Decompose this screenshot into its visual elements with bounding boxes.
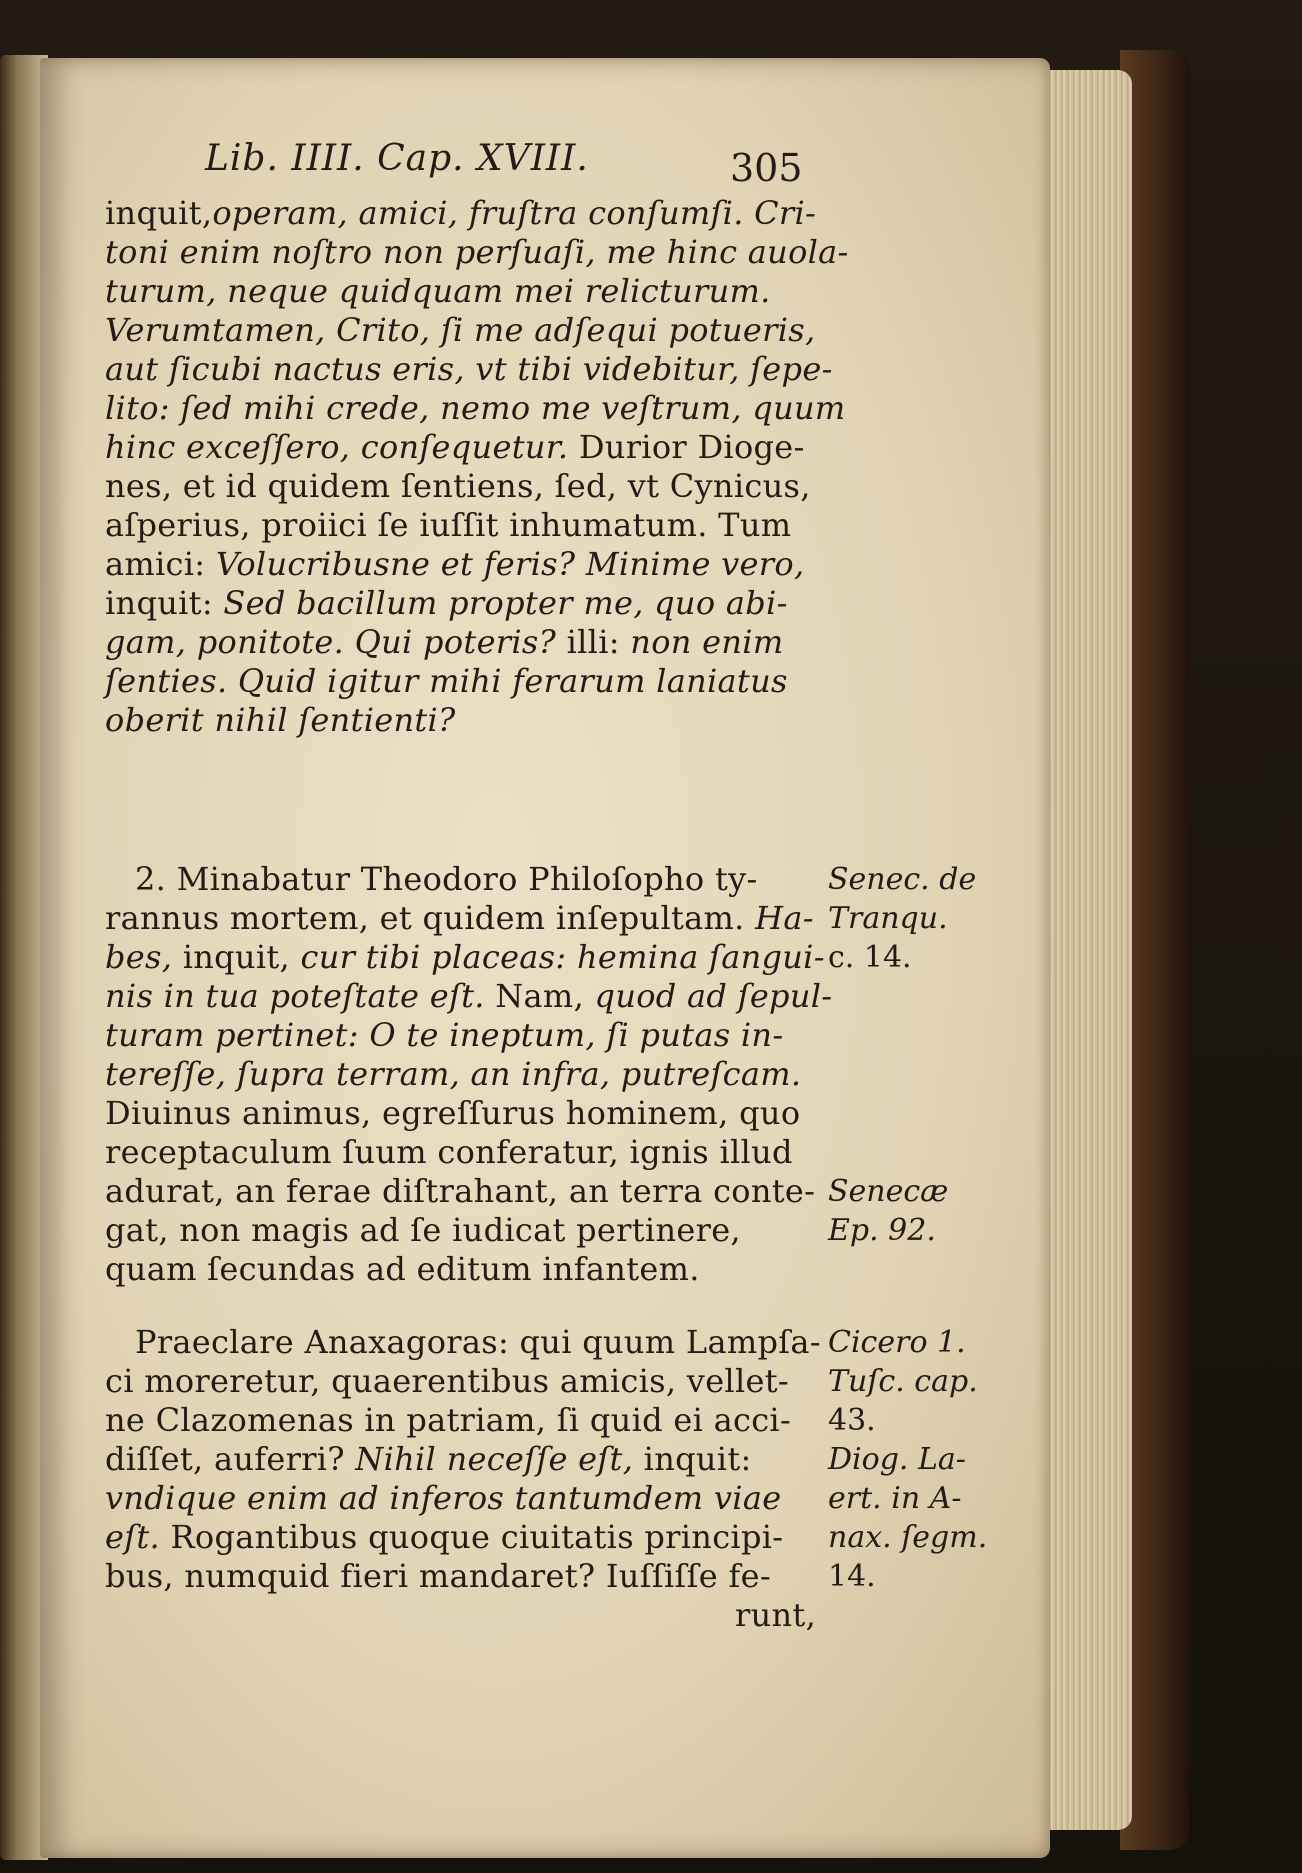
- text-line: inquit,operam, amici, fruſtra conſumſi. Cri-: [105, 194, 817, 232]
- text-line: diſſet, auferri? Nihil neceſſe eſt, inquit:: [105, 1440, 752, 1478]
- text-line: turam pertinet: O te ineptum, ſi putas in-: [105, 1016, 784, 1054]
- margin-note-line: ert. in A-: [828, 1481, 962, 1516]
- text-line: amici: Volucribusne et feris? Minime vero,: [105, 545, 805, 583]
- margin-note-line: Diog. La-: [828, 1442, 966, 1477]
- text-line: gat, non magis ad ſe iudicat pertinere,: [105, 1211, 741, 1249]
- text-line: ci moreretur, quaerentibus amicis, vellet-: [105, 1362, 790, 1400]
- text-line: toni enim noſtro non perſuaſi, me hinc auola-: [105, 233, 849, 271]
- margin-note-line: Senecæ: [828, 1174, 949, 1209]
- text-line: lito: ſed mihi crede, nemo me veſtrum, quum: [105, 389, 846, 427]
- text-line: Diuinus animus, egreſſurus hominem, quo: [105, 1094, 801, 1132]
- text-line: aut ſicubi nactus eris, vt tibi videbitur, ſepe-: [105, 350, 833, 388]
- text-line: hinc exceſſero, conſequetur. Durior Dioge-: [105, 428, 805, 466]
- text-line: nes, et id quidem ſentiens, ſed, vt Cynicus,: [105, 467, 811, 505]
- text-line: oberit nihil ſentienti?: [105, 701, 456, 739]
- margin-note-line: nax. ſegm.: [828, 1520, 988, 1555]
- margin-note-line: 14.: [828, 1559, 876, 1594]
- margin-note-line: c. 14.: [828, 940, 912, 975]
- text-line: nis in tua poteſtate eſt. Nam, quod ad ſepul-: [105, 977, 833, 1015]
- margin-note-line: 43.: [828, 1403, 876, 1438]
- text-line: quam ſecundas ad editum infantem.: [105, 1250, 700, 1288]
- text-line: rannus mortem, et quidem inſepultam. Ha-: [105, 899, 814, 937]
- text-line: 2. Minabatur Theodoro Philoſopho ty-: [135, 860, 758, 898]
- text-line: Verumtamen, Crito, ſi me adſequi potueris,: [105, 311, 816, 349]
- text-line: bes, inquit, cur tibi placeas: hemina ſangui-: [105, 938, 825, 976]
- text-line: aſperius, proiici ſe iuſſit inhumatum. Tum: [105, 506, 792, 544]
- text-line: inquit: Sed bacillum propter me, quo abi-: [105, 584, 788, 622]
- book-page: [40, 58, 1050, 1858]
- text-line: ſenties. Quid igitur mihi ferarum laniatus: [105, 662, 788, 700]
- margin-note-line: Tranqu.: [828, 901, 948, 936]
- page-number: 305: [730, 146, 803, 190]
- text-line: receptaculum ſuum conferatur, ignis illud: [105, 1133, 793, 1171]
- text-line: runt,: [735, 1596, 817, 1634]
- running-head: Lib. IIII. Cap. XVIII.: [205, 138, 589, 179]
- margin-note-line: Ep. 92.: [828, 1213, 936, 1248]
- margin-note-line: Senec. de: [828, 862, 977, 897]
- margin-note-line: Cicero 1.: [828, 1325, 966, 1360]
- text-line: gam, ponitote. Qui poteris? illi: non enim: [105, 623, 784, 661]
- text-line: Praeclare Anaxagoras: qui quum Lampſa-: [135, 1323, 821, 1361]
- text-line: eſt. Rogantibus quoque ciuitatis principi-: [105, 1518, 784, 1556]
- margin-note-line: Tuſc. cap.: [828, 1364, 978, 1399]
- text-line: turum, neque quidquam mei relicturum.: [105, 272, 771, 310]
- text-line: adurat, an ferae diſtrahant, an terra conte-: [105, 1172, 816, 1210]
- text-line: bus, numquid fieri mandaret? Iuſſiſſe fe-: [105, 1557, 772, 1595]
- text-line: ne Clazomenas in patriam, ſi quid ei acci-: [105, 1401, 792, 1439]
- text-line: vndique enim ad inferos tantumdem viae: [105, 1479, 782, 1517]
- text-line: tereſſe, ſupra terram, an infra, putreſcam.: [105, 1055, 802, 1093]
